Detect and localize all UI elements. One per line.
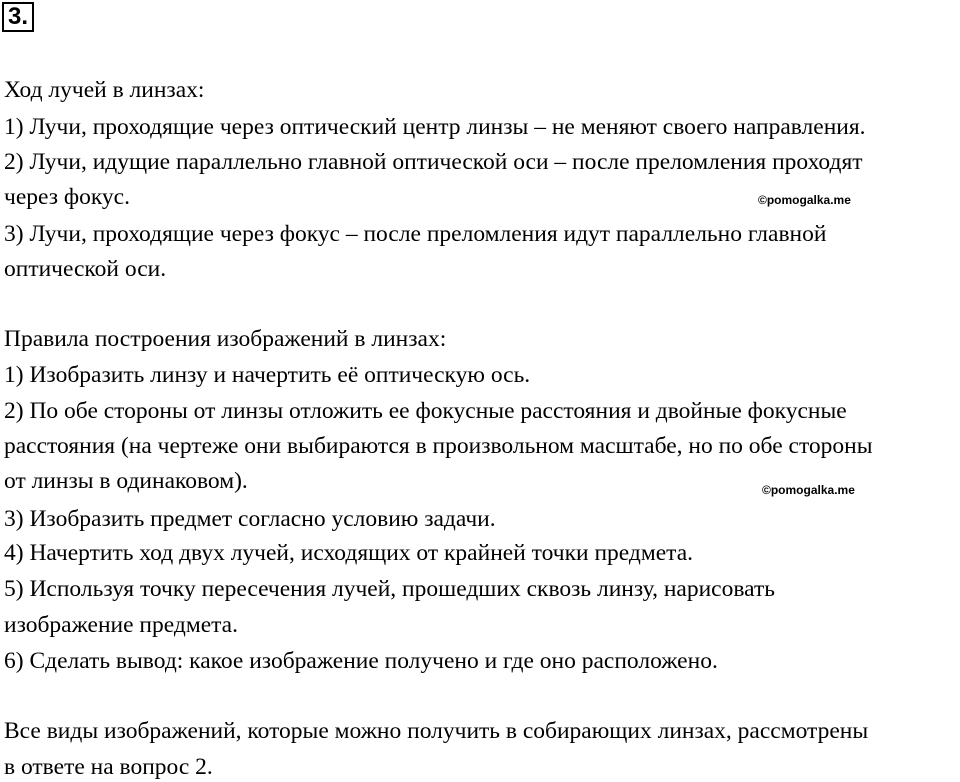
section2-line-9: 6) Сделать вывод: какое изображение получено и где оно расположено. xyxy=(4,648,718,674)
section2-heading: Правила построения изображений в линзах: xyxy=(4,326,447,352)
section2-line-5: 3) Изобразить предмет согласно условию задачи. xyxy=(4,506,496,532)
section3-line-2: в ответе на вопрос 2. xyxy=(4,754,213,780)
watermark: ©pomogalka.me xyxy=(758,193,851,207)
section1-line-2: 2) Лучи, идущие параллельно главной оптической оси – после преломления проходят xyxy=(4,149,863,175)
watermark: ©pomogalka.me xyxy=(762,483,855,497)
section2-line-1: 1) Изобразить линзу и начертить её оптическую ось. xyxy=(4,362,531,388)
section3-line-1: Все виды изображений, которые можно получить в собирающих линзах, рассмотрены xyxy=(4,718,869,744)
section2-line-3: расстояния (на чертеже они выбираются в произвольном масштабе, но по обе стороны xyxy=(4,433,873,459)
section2-line-7: 5) Используя точку пересечения лучей, прошедших сквозь линзу, нарисовать xyxy=(4,576,775,602)
section1-heading: Ход лучей в линзах: xyxy=(4,77,205,103)
problem-number: 3. xyxy=(2,2,34,32)
section2-line-6: 4) Начертить ход двух лучей, исходящих от крайней точки предмета. xyxy=(4,540,694,566)
section1-line-5: оптической оси. xyxy=(4,256,167,282)
section1-line-1: 1) Лучи, проходящие через оптический центр линзы – не меняют своего направления. xyxy=(4,114,866,140)
section1-line-4: 3) Лучи, проходящие через фокус – после преломления идут параллельно главной xyxy=(4,221,827,247)
section2-line-2: 2) По обе стороны от линзы отложить ее фокусные расстояния и двойные фокусные xyxy=(4,398,847,424)
section1-line-3: через фокус. xyxy=(4,184,130,210)
section2-line-8: изображение предмета. xyxy=(4,612,238,638)
section2-line-4: от линзы в одинаковом). xyxy=(4,468,248,494)
